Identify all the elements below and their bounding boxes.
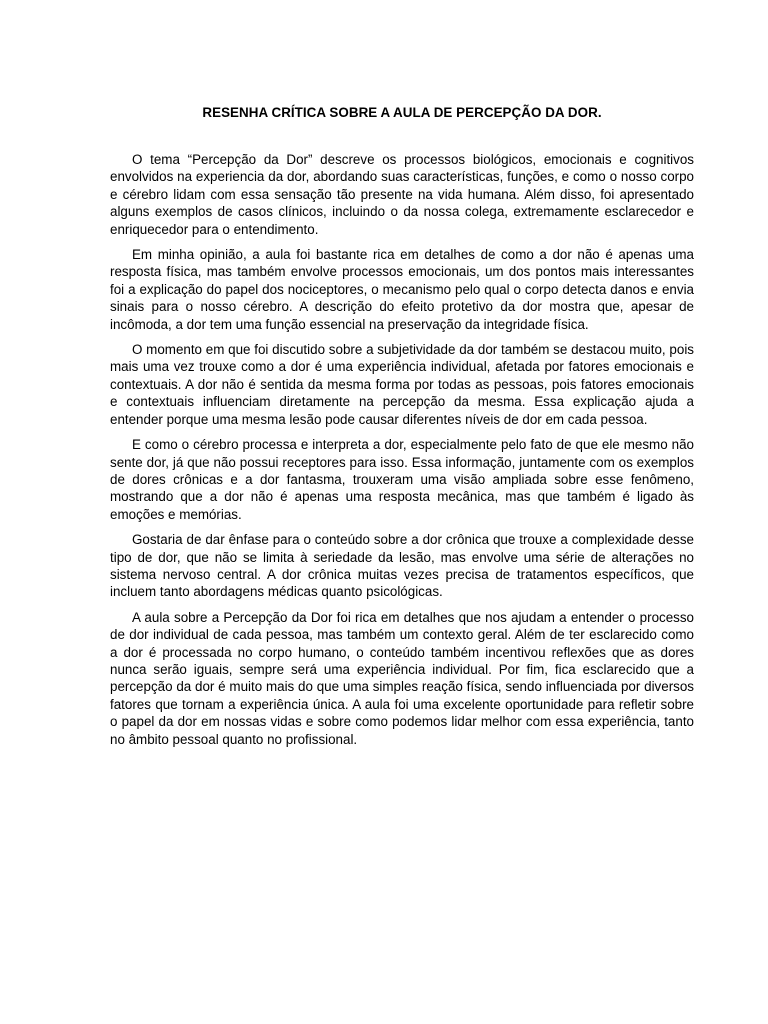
- paragraph-3: O momento em que foi discutido sobre a subjetividade da dor também se destacou muito, pois mais uma vez trouxe como a dor é uma experiência individual, afetada por fatores emocionais e contextuais. A dor não é sentida da mesma forma por todas as pessoas, pois fatores emocionais e contextuais influenciam diretamente na percepção da mesma. Essa explicação ajuda a entender porque uma mesma lesão pode causar diferentes níveis de dor em cada pessoa.: [110, 342, 694, 427]
- paragraph-6: A aula sobre a Percepção da Dor foi rica em detalhes que nos ajudam a entender o processo de dor individual de cada pessoa, mas também um contexto geral. Além de ter esclarecido como a dor é processada no corpo humano, o conteúdo também incentivou reflexões que as dores nunca serão iguais, sempre será uma experiência individual. Por fim, fica esclarecido que a percepção da dor é muito mais do que uma simples reação física, sendo influenciada por diversos fatores que tornam a experiência única. A aula foi uma excelente oportunidade para refletir sobre o papel da dor em nossas vidas e sobre como podemos lidar melhor com essa experiência, tanto no âmbito pessoal quanto no profissional.: [110, 609, 694, 747]
- paragraph-1: O tema “Percepção da Dor” descreve os processos biológicos, emocionais e cognitivos envolvidos na experiencia da dor, abordando suas características, funções, e como o nosso corpo e cérebro lidam com essa sensação tão presente na vida humana. Além disso, foi apresentado alguns exemplos de casos clínicos, incluindo o da nossa colega, extremamente esclarecedor e enriquecedor para o entendimento.: [110, 152, 694, 237]
- paragraph-5: Gostaria de dar ênfase para o conteúdo sobre a dor crônica que trouxe a complexidade desse tipo de dor, que não se limita à seriedade da lesão, mas envolve uma série de alterações no sistema nervoso central. A dor crônica muitas vezes precisa de tratamentos específicos, que incluem tanto abordagens médicas quanto psicológicas.: [110, 532, 694, 600]
- paragraph-4: E como o cérebro processa e interpreta a dor, especialmente pelo fato de que ele mesmo não sente dor, já que não possui receptores para isso. Essa informação, juntamente com os exemplos de dores crônicas e a dor fantasma, trouxeram uma visão ampliada sobre esse fenômeno, mostrando que a dor não é apenas uma resposta mecânica, mas que também é ligado às emoções e memórias.: [110, 437, 694, 522]
- document-title: RESENHA CRÍTICA SOBRE A AULA DE PERCEPÇÃO DA DOR.: [202, 105, 602, 120]
- document-body: [110, 151, 694, 756]
- paragraph-2: Em minha opinião, a aula foi bastante rica em detalhes de como a dor não é apenas uma resposta física, mas também envolve processos emocionais, um dos pontos mais interessantes foi a explicação do papel dos nociceptores, o mecanismo pelo qual o corpo detecta danos e envia sinais para o nosso cérebro. A descrição do efeito protetivo da dor mostra que, apesar de incômoda, a dor tem uma função essencial na preservação da integridade física.: [110, 247, 694, 332]
